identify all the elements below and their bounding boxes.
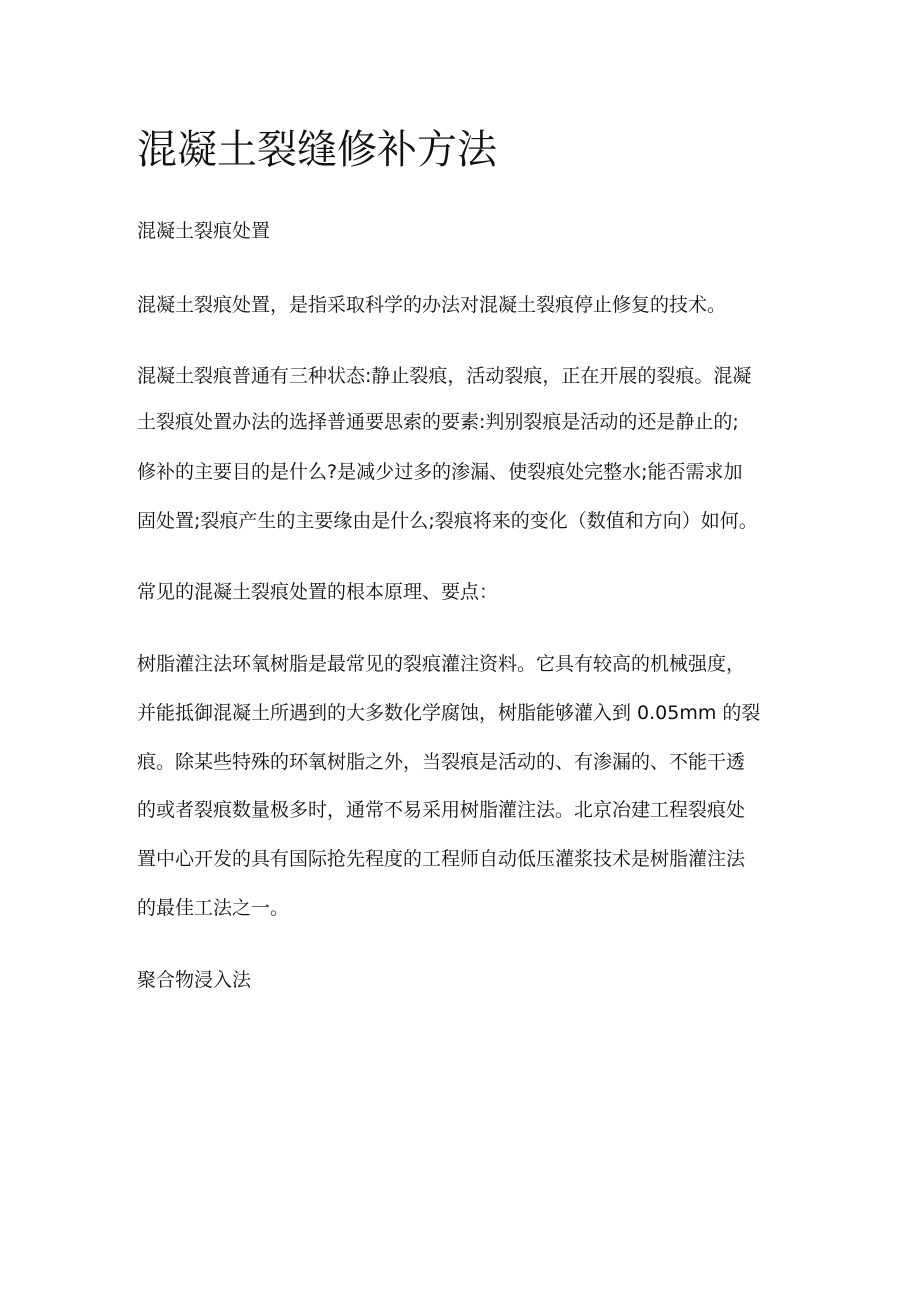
- document-title: 混凝土裂缝修补方法: [137, 127, 497, 173]
- paragraph-line: 混凝土裂痕普通有三种状态:静止裂痕，活动裂痕，正在开展的裂痕。混凝: [137, 365, 752, 387]
- paragraph-line: 的或者裂痕数量极多时，通常不易采用树脂灌注法。北京冶建工程裂痕处: [137, 799, 746, 821]
- paragraph-line: 置中心开发的具有国际抢先程度的工程师自动低压灌浆技术是树脂灌注法: [137, 848, 746, 870]
- paragraph-line: 并能抵御混凝土所遇到的大多数化学腐蚀，树脂能够灌入到 0.05mm 的裂: [137, 702, 761, 724]
- paragraph-line: 固处置;裂痕产生的主要缘由是什么;裂痕将来的变化（数值和方向）如何。: [137, 510, 758, 532]
- paragraph-line: 土裂痕处置办法的选择普通要思索的要素:判别裂痕是活动的还是静止的;: [137, 411, 739, 433]
- paragraph-line: 的最佳工法之一。: [137, 897, 290, 919]
- section-subheading: 混凝土裂痕处置: [137, 220, 271, 242]
- section-subheading-polymer: 聚合物浸入法: [137, 969, 252, 991]
- paragraph-definition: 混凝土裂痕处置，是指采取科学的办法对混凝土裂痕停止修复的技术。: [137, 294, 727, 316]
- paragraph-line: 修补的主要目的是什么?是减少过多的渗漏、使裂痕处完整水;能否需求加: [137, 461, 743, 483]
- paragraph-line: 痕。除某些特殊的环氧树脂之外，当裂痕是活动的、有渗漏的、不能干透: [137, 751, 746, 773]
- paragraph-line: 树脂灌注法环氧树脂是最常见的裂痕灌注资料。它具有较高的机械强度，: [137, 653, 746, 675]
- paragraph-principles-heading: 常见的混凝土裂痕处置的根本原理、要点：: [137, 581, 499, 603]
